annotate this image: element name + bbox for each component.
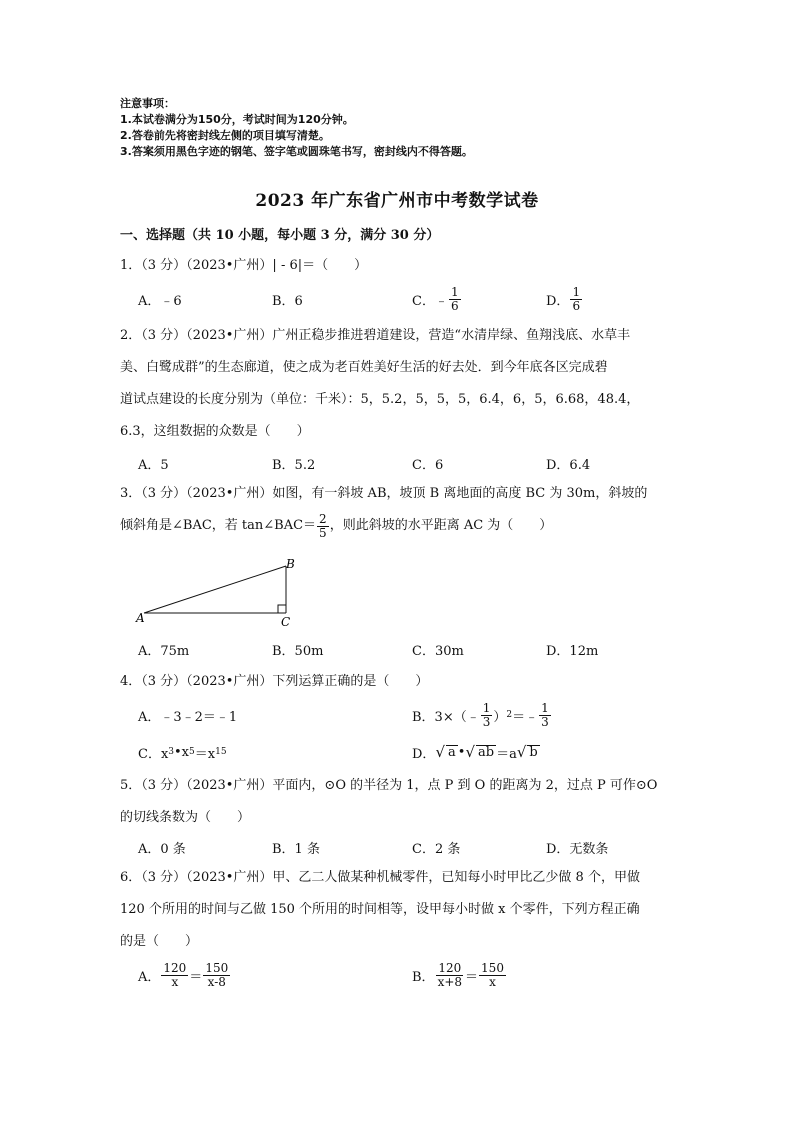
question-text: 120 个所用的时间与乙做 150 个所用的时间相等，设甲每小时做 x 个零件，下列方程正确: [120, 902, 640, 917]
notice-item: 1.本试卷满分为150分，考试时间为120分钟。: [120, 113, 354, 126]
numerator: 150: [481, 960, 504, 975]
option-text: ＝a: [496, 746, 517, 762]
option-c: C．6: [412, 457, 444, 473]
option-c: C．x 3 •x 5 ＝x 15: [138, 744, 227, 762]
option-a: A．75m: [138, 643, 190, 659]
question-text: 3．（3 分）（2023•广州）如图，有一斜坡 AB，坡顶 B 离地面的高度 BC 为 30m，斜坡的: [120, 486, 648, 501]
option-label: D．: [412, 746, 436, 762]
option-text: ＝x: [194, 746, 216, 762]
denominator: 6: [450, 298, 459, 313]
radical-sign-icon: √: [465, 743, 475, 761]
numerator: 1: [572, 284, 581, 299]
option-label: D．: [546, 293, 570, 309]
radical-sign-icon: √: [516, 743, 527, 761]
denominator: 6: [572, 298, 581, 313]
fraction: [570, 286, 582, 313]
fraction: [161, 962, 188, 989]
question-4-options-row2: [138, 737, 698, 767]
question-1: [120, 250, 680, 282]
option-b: B．5.2: [272, 457, 316, 473]
question-text: 美、白鹭成群”的生态廊道，使之成为老百姓美好生活的好去处．到今年底各区完成碧: [120, 360, 608, 375]
option-a: A．0 条: [138, 841, 186, 857]
radicand: a: [448, 744, 456, 760]
option-text: ＝﹣: [512, 709, 539, 725]
notice-item: 3.答案须用黑色字迹的钢笔、签字笔或圆珠笔书写，密封线内不得答题。: [120, 145, 473, 158]
question-text: 1．（3 分）（2023•广州）| - 6|＝（ ）: [120, 258, 368, 273]
slope-triangle-figure: [130, 556, 310, 628]
option-c: [412, 284, 462, 314]
option-b: B．50m: [272, 643, 324, 659]
notice-heading: 注意事项：: [120, 97, 175, 110]
equals-sign: ＝: [465, 969, 479, 985]
question-1-options: [138, 284, 698, 314]
option-a: A．5: [138, 457, 169, 473]
option-label: B．: [412, 969, 435, 985]
question-2-options: [138, 448, 698, 478]
radicand: b: [529, 744, 538, 760]
question-5-options: [138, 832, 698, 862]
fraction: [539, 702, 551, 729]
option-text: •x: [174, 744, 190, 760]
question-6-options: [138, 960, 698, 990]
vertex-label-a: A: [136, 611, 145, 625]
section-heading: 一、选择题（共 10 小题，每小题 3 分，满分 30 分）: [120, 228, 440, 243]
question-text: 道试点建设的长度分别为（单位：千米）：5，5.2，5，5，5，6.4，6，5，6.68，48.4，: [120, 392, 640, 407]
option-b: [412, 960, 507, 990]
numerator: 1: [541, 700, 549, 715]
vertex-label-c: C: [281, 615, 291, 628]
question-4: [120, 666, 680, 698]
denominator: 3: [541, 714, 549, 729]
question-text: 6.3，这组数据的众数是（ ）: [120, 424, 310, 439]
right-angle-mark: [278, 605, 286, 613]
denominator: 5: [319, 525, 327, 540]
question-6: [120, 862, 680, 958]
denominator: x: [489, 974, 496, 989]
option-a: A．﹣6: [138, 293, 182, 309]
option-d: D．无数条: [546, 841, 609, 857]
question-3: [120, 478, 680, 542]
fraction: [481, 702, 493, 729]
option-label: C．﹣: [412, 293, 448, 309]
segment-ab: [144, 566, 286, 613]
option-text: B．3×（﹣: [412, 709, 480, 725]
option-text: •: [457, 744, 466, 760]
equals-sign: ＝: [189, 969, 203, 985]
numerator: 1: [482, 700, 491, 715]
radical-sign-icon: √: [435, 743, 445, 761]
fraction: [449, 286, 461, 313]
question-text: 6．（3 分）（2023•广州）甲、乙二人做某种机械零件，已知每小时甲比乙少做 8 个，甲做: [120, 870, 640, 885]
exam-title: 2023 年广东省广州市中考数学试卷: [255, 191, 539, 211]
option-d: [546, 284, 583, 314]
option-b: B．1 条: [272, 841, 320, 857]
option-a: A．﹣3﹣2＝﹣1: [138, 709, 238, 725]
numerator: 150: [205, 960, 229, 975]
question-text: 2．（3 分）（2023•广州）广州正稳步推进碧道建设，营造“水清岸绿、鱼翔浅底、水草丰: [120, 328, 631, 343]
question-text: 5．（3 分）（2023•广州）平面内，⊙O 的半径为 1，点 P 到 O 的距离为 2，过点 P 可作⊙O: [120, 778, 658, 793]
option-label: A．: [138, 969, 161, 985]
notice-item: 2.答卷前先将密封线左侧的项目填写清楚。: [120, 129, 330, 142]
fraction: [317, 513, 329, 540]
option-text: ）: [493, 709, 507, 725]
numerator: 2: [319, 511, 327, 526]
fraction: [479, 962, 506, 989]
numerator: 120: [163, 960, 187, 975]
option-c: C．30m: [412, 643, 464, 659]
option-text: C．x: [138, 746, 169, 762]
denominator: x+8: [437, 974, 463, 989]
question-2: [120, 320, 680, 448]
question-4-options-row1: [138, 700, 698, 730]
option-b: B．6: [272, 293, 303, 309]
option-b: B．3×（﹣ $\frac{1}{3}$ ） 2 ＝﹣ $\frac{1}{3}$: [412, 700, 549, 729]
option-d: D．6.4: [546, 457, 591, 473]
vertex-label-b: B: [286, 557, 295, 571]
fraction: [436, 962, 464, 989]
question-3-options: [138, 634, 698, 664]
numerator: 1: [450, 284, 459, 299]
question-text: 倾斜角是∠BAC，若 tan∠BAC＝: [120, 518, 317, 533]
fraction: [203, 962, 230, 989]
option-a: [138, 960, 231, 990]
question-text: 的是（ ）: [120, 934, 199, 949]
question-text: ，则此斜坡的水平距离 AC 为（ ）: [329, 518, 553, 533]
option-d: D．12m: [546, 643, 599, 659]
question-text-line: [120, 510, 680, 542]
exam-notice: [120, 96, 680, 160]
denominator: 3: [482, 714, 491, 729]
question-text: 的切线条数为（ ）: [120, 810, 251, 825]
denominator: x-8: [207, 974, 226, 989]
question-5: [120, 770, 680, 834]
option-c: C．2 条: [412, 841, 461, 857]
radicand: ab: [478, 744, 495, 760]
denominator: x: [171, 974, 179, 989]
option-d: [412, 737, 540, 767]
numerator: 120: [438, 960, 462, 975]
question-text: 4．（3 分）（2023•广州）下列运算正确的是（ ）: [120, 674, 429, 689]
